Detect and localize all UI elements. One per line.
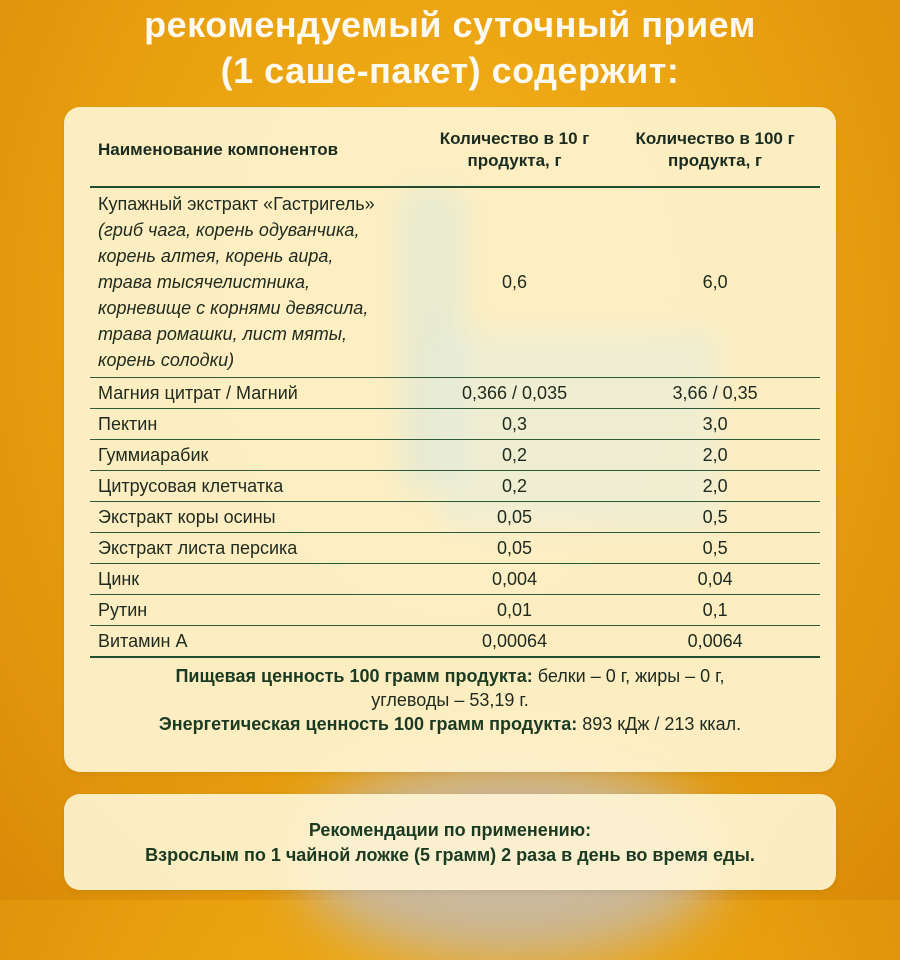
component-name: Купажный экстракт «Гастригель» bbox=[98, 194, 375, 214]
table-header-row bbox=[90, 122, 820, 187]
component-name: Экстракт коры осины bbox=[90, 502, 419, 533]
energy-value-line bbox=[90, 712, 810, 736]
recommendation-text: Взрослым по 1 чайной ложке (5 грамм) 2 раза в день во время еды. bbox=[145, 845, 755, 865]
quantity-100g: 0,5 bbox=[610, 502, 820, 533]
table-row bbox=[90, 187, 820, 378]
quantity-10g: 0,3 bbox=[419, 409, 610, 440]
quantity-100g: 6,0 bbox=[610, 187, 820, 378]
quantity-100g: 0,04 bbox=[610, 564, 820, 595]
header-quantity-10g-line2: продукта, г bbox=[467, 151, 562, 170]
table-row bbox=[90, 409, 820, 440]
table-row bbox=[90, 440, 820, 471]
table-row bbox=[90, 564, 820, 595]
composition-line: корень алтея, корень аира, bbox=[98, 246, 334, 266]
recommendation-heading: Рекомендации по применению: bbox=[308, 820, 592, 840]
title-line-2: (1 саше-пакет) содержит: bbox=[220, 50, 680, 91]
quantity-100g: 0,0064 bbox=[610, 626, 820, 658]
composition-table bbox=[90, 122, 820, 658]
nutrition-info bbox=[90, 664, 810, 736]
quantity-10g: 0,6 bbox=[419, 187, 610, 378]
title bbox=[0, 2, 900, 94]
quantity-100g: 2,0 bbox=[610, 471, 820, 502]
header-quantity-100g-line1: Количество в 100 г bbox=[635, 129, 795, 148]
quantity-10g: 0,366 / 0,035 bbox=[419, 378, 610, 409]
quantity-10g: 0,01 bbox=[419, 595, 610, 626]
component-name-cell bbox=[90, 187, 419, 378]
component-name: Магния цитрат / Магний bbox=[90, 378, 419, 409]
quantity-100g: 3,66 / 0,35 bbox=[610, 378, 820, 409]
header-quantity-10g-line1: Количество в 10 г bbox=[439, 129, 590, 148]
composition-line: трава тысячелистника, bbox=[98, 272, 310, 292]
header-quantity-100g-line2: продукта, г bbox=[668, 151, 763, 170]
energy-value-text: 893 кДж / 213 ккал. bbox=[577, 714, 742, 734]
quantity-100g: 0,1 bbox=[610, 595, 820, 626]
header-quantity-100g bbox=[610, 122, 820, 187]
composition-line: корень солодки) bbox=[98, 350, 235, 370]
nutrition-value-text: белки – 0 г, жиры – 0 г, bbox=[532, 666, 725, 686]
table-row bbox=[90, 595, 820, 626]
composition-line: корневище с корнями девясила, bbox=[98, 298, 369, 318]
nutrition-value-label: Пищевая ценность 100 грамм продукта: bbox=[175, 666, 533, 686]
component-name: Цитрусовая клетчатка bbox=[90, 471, 419, 502]
table-row bbox=[90, 533, 820, 564]
title-line-1: рекомендуемый суточный прием bbox=[144, 4, 756, 45]
quantity-10g: 0,2 bbox=[419, 471, 610, 502]
recommendation bbox=[64, 818, 836, 868]
quantity-10g: 0,004 bbox=[419, 564, 610, 595]
component-name: Витамин А bbox=[90, 626, 419, 658]
quantity-10g: 0,05 bbox=[419, 502, 610, 533]
component-name: Экстракт листа персика bbox=[90, 533, 419, 564]
component-name: Цинк bbox=[90, 564, 419, 595]
composition-line: трава ромашки, лист мяты, bbox=[98, 324, 348, 344]
table-row bbox=[90, 378, 820, 409]
component-name: Пектин bbox=[90, 409, 419, 440]
nutrition-value-line bbox=[90, 664, 810, 688]
quantity-10g: 0,2 bbox=[419, 440, 610, 471]
table-row bbox=[90, 471, 820, 502]
quantity-100g: 2,0 bbox=[610, 440, 820, 471]
table-row bbox=[90, 626, 820, 658]
component-name: Гуммиарабик bbox=[90, 440, 419, 471]
header-component-name: Наименование компонентов bbox=[90, 122, 419, 187]
header-quantity-10g bbox=[419, 122, 610, 187]
nutrition-value-text-2: углеводы – 53,19 г. bbox=[371, 690, 529, 710]
quantity-10g: 0,00064 bbox=[419, 626, 610, 658]
composition-line: (гриб чага, корень одуванчика, bbox=[98, 220, 360, 240]
energy-value-label: Энергетическая ценность 100 грамм продукта: bbox=[158, 714, 578, 734]
component-name: Рутин bbox=[90, 595, 419, 626]
quantity-100g: 3,0 bbox=[610, 409, 820, 440]
table-row bbox=[90, 502, 820, 533]
quantity-10g: 0,05 bbox=[419, 533, 610, 564]
quantity-100g: 0,5 bbox=[610, 533, 820, 564]
